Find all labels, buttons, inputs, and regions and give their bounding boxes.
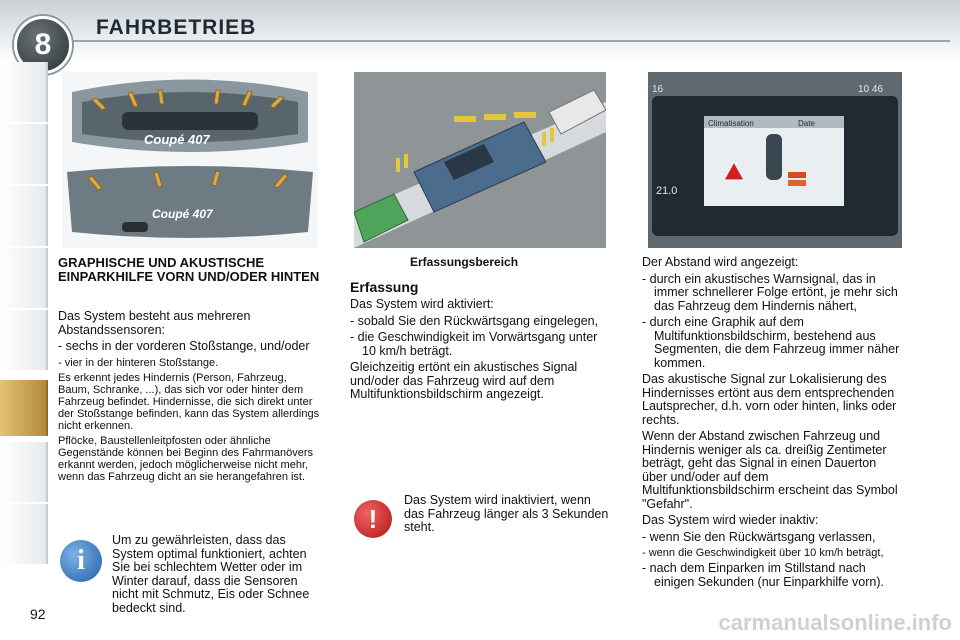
paragraph: Es erkennt jedes Hindernis (Person, Fahrzeug, Baum, Schranke, ...), das sich vor oder hinter dem Fahrzeug befindet. Hindernisse, die sich direkt unter der Stoßstange befinden, kann das System allerdings nicht erkennen. (58, 371, 320, 432)
chapter-tab[interactable] (0, 62, 48, 122)
info-note (58, 534, 320, 618)
list-item: - sechs in der vorderen Stoßstange, und/oder (58, 339, 310, 353)
display-tab-right: Date (798, 119, 815, 128)
list-item: - wenn Sie den Rückwärtsgang verlassen, (642, 529, 876, 544)
chapter-tab[interactable] (0, 186, 48, 246)
paragraph: Wenn der Abstand zwischen Fahrzeug und Hindernis weniger als ca. dreißig Zentimeter beträgt, geht das Signal in einen Dauerton über und/oder auf dem Multifunktionsbildschirm erscheint das Symbol "Gefahr". (642, 429, 898, 511)
paragraph: Der Abstand wird angezeigt: (642, 255, 799, 269)
chapter-tab[interactable] (0, 248, 48, 308)
detection-zone-illustration (354, 72, 606, 248)
page-title: FAHRBETRIEB (96, 16, 257, 39)
detection-caption: Erfassungsbereich (410, 255, 519, 269)
bumper-label-rear: Coupé 407 (152, 207, 213, 221)
column-1-text (58, 310, 320, 486)
display-temp: 21.0 (656, 185, 678, 197)
multifunction-display-photo (648, 72, 902, 248)
chapter-tab[interactable] (0, 310, 48, 370)
list-item: - vier in der hinteren Stoßstange. (58, 356, 219, 369)
paragraph: Das System wird wieder inaktiv: (642, 513, 819, 527)
column-3-text (642, 256, 904, 592)
chapter-badge: 8 (14, 16, 72, 74)
chapter-tab-active[interactable] (0, 380, 48, 436)
header-rule (70, 40, 950, 42)
section-heading-parking-aid: GRAPHISCHE UND AKUSTISCHE EINPARKHILFE VORN UND/ODER HINTEN (58, 255, 320, 284)
bumper-sensors-photo (62, 72, 318, 248)
display-tab-left: Climatisation (708, 119, 754, 128)
display-clock: 10 46 (858, 84, 884, 95)
bumper-label-front: Coupé 407 (144, 132, 210, 147)
paragraph: Das akustische Signal zur Lokalisierung des Hindernisses ertönt aus dem entsprechenden Lautsprecher, d.h. vorn oder hinten, links oder rechts. (642, 372, 897, 427)
info-icon: i (60, 540, 102, 582)
list-item: - durch ein akustisches Warnsignal, das in immer schnellerer Folge ertönt, je mehr sich das Fahrzeug dem Hindernis nähert, (642, 271, 898, 313)
chapter-tab[interactable] (0, 504, 48, 564)
chapter-tabs (0, 62, 46, 582)
watermark: carmanualsonline.info (718, 610, 952, 635)
chapter-tab[interactable] (0, 124, 48, 184)
list-item: - sobald Sie den Rückwärtsgang eingelegen, (350, 313, 599, 328)
display-top-left: 16 (652, 84, 664, 95)
paragraph: Pflöcke, Baustellenleitpfosten oder ähnliche Gegenstände können bei Beginn des Fahrmanövers erkannt werden, jedoch möglicherweise nicht mehr, wenn das Fahrzeug dicht an sie herangefahren ist. (58, 434, 314, 483)
warning-icon: ! (354, 500, 392, 538)
page-number: 92 (30, 606, 46, 622)
warning-note: Das System wird inaktiviert, wenn das Fahrzeug länger als 3 Sekunden steht. (404, 493, 609, 534)
paragraph: Das System wird aktiviert: (350, 297, 494, 311)
list-item: - wenn die Geschwindigkeit über 10 km/h beträgt, (642, 547, 884, 559)
chapter-tab[interactable] (0, 442, 48, 502)
page-header (0, 0, 960, 62)
list-item: - durch eine Graphik auf dem Multifunktionsbildschirm, bestehend aus Segmenten, die dem Fahrzeug immer näher kommen. (642, 315, 900, 370)
section-heading-detection: Erfassung (350, 279, 419, 295)
list-item: - nach dem Einparken im Stillstand nach einigen Sekunden (nur Einparkhilfe vorn). (642, 561, 884, 589)
info-note-text: Um zu gewährleisten, dass das System optimal funktioniert, achten Sie bei schlechtem Wetter oder im Winter darauf, dass die Sensoren nicht mit Schmutz, Eis oder Schnee bedeckt sind. (112, 533, 310, 615)
paragraph: Gleichzeitig ertönt ein akustisches Signal und/oder das Fahrzeug wird auf dem Multifunktionsbildschirm angezeigt. (350, 360, 578, 401)
column-2-text (350, 298, 610, 405)
list-item: - die Geschwindigkeit im Vorwärtsgang unter 10 km/h beträgt. (350, 330, 598, 358)
paragraph: Das System besteht aus mehreren Abstandssensoren: (58, 309, 251, 337)
